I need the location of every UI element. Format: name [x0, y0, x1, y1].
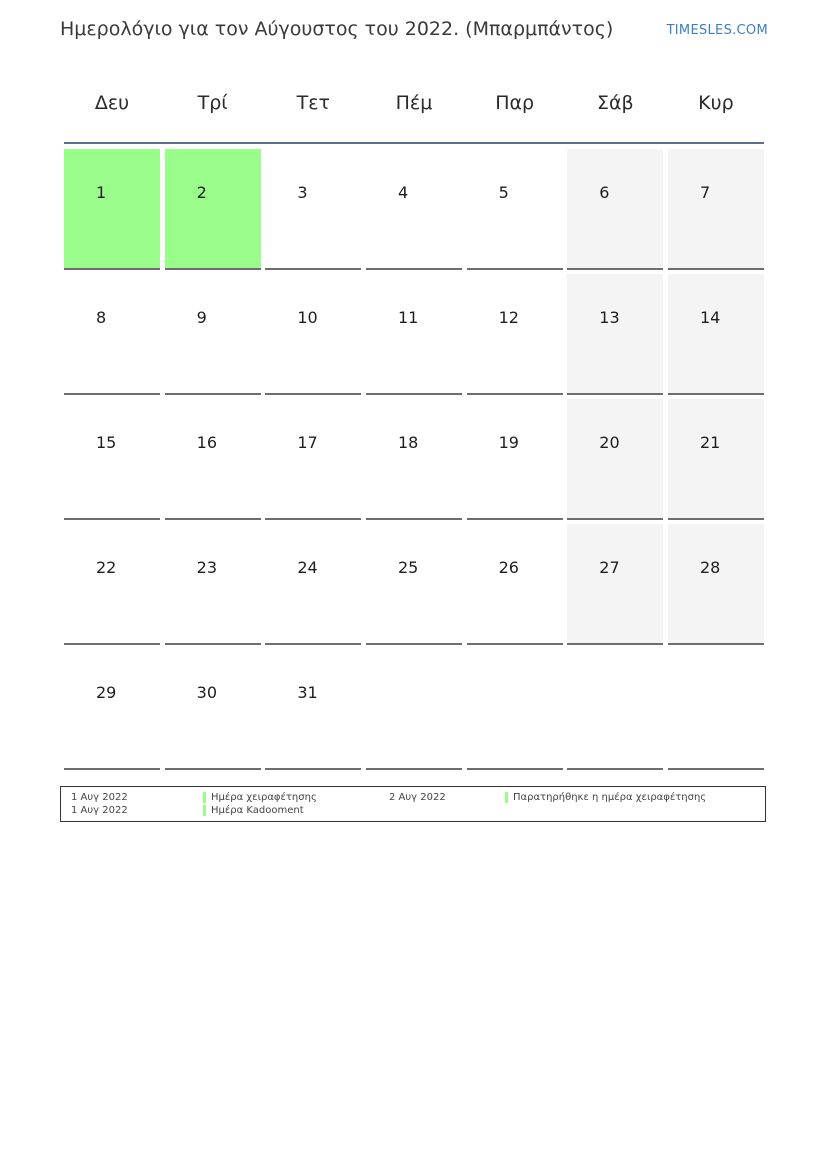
day-cell[interactable]	[567, 524, 663, 645]
day-number: 23	[196, 558, 218, 577]
legend-item	[389, 792, 759, 804]
day-number: 3	[297, 183, 308, 202]
day-number: 20	[599, 433, 620, 452]
day-cell[interactable]	[165, 524, 261, 645]
day-cell[interactable]	[165, 399, 261, 520]
weekday-label: Δευ	[94, 92, 130, 114]
day-cell[interactable]	[64, 149, 160, 270]
day-number: 29	[96, 683, 117, 702]
weekday-label: Σάβ	[596, 92, 634, 114]
day-number: 2	[196, 183, 207, 202]
day-number: 7	[699, 183, 711, 202]
weekday-label: Παρ	[495, 92, 535, 114]
day-number: 27	[599, 558, 620, 577]
day-cell[interactable]	[64, 274, 160, 395]
holiday-color-marker	[203, 792, 206, 803]
day-number: 4	[397, 183, 409, 202]
day-number: 17	[297, 433, 318, 452]
weekday-label: Κυρ	[698, 92, 734, 114]
legend-item	[71, 792, 371, 804]
day-number: 25	[397, 558, 419, 577]
day-number: 13	[599, 308, 620, 327]
legend-item	[71, 805, 371, 817]
empty-day-cell	[467, 649, 563, 770]
day-number: 24	[297, 558, 318, 577]
day-cell[interactable]	[567, 274, 663, 395]
day-cell[interactable]	[165, 649, 261, 770]
day-cell[interactable]	[567, 149, 663, 270]
holiday-color-marker	[505, 792, 508, 803]
day-number: 21	[699, 433, 721, 452]
empty-day-cell	[366, 649, 462, 770]
month-grid	[64, 149, 764, 770]
day-number: 10	[297, 308, 318, 327]
day-number: 15	[96, 433, 117, 452]
day-cell[interactable]	[265, 524, 361, 645]
holiday-color-marker	[203, 805, 206, 816]
day-number: 9	[196, 308, 207, 327]
day-cell[interactable]	[165, 274, 261, 395]
day-number: 6	[599, 183, 610, 202]
legend-date: 2 Αυγ 2022	[389, 792, 446, 803]
day-number: 1	[96, 183, 107, 202]
day-cell[interactable]	[668, 149, 764, 270]
weekday-header-row	[64, 60, 764, 144]
legend-holiday-name: Ημέρα Kadooment	[211, 805, 304, 816]
day-number: 5	[498, 183, 509, 202]
day-number: 22	[96, 558, 117, 577]
day-cell[interactable]	[567, 399, 663, 520]
site-link[interactable]: TIMESLES.COM	[666, 23, 768, 38]
day-cell[interactable]	[467, 524, 563, 645]
day-number: 19	[498, 433, 519, 452]
day-cell[interactable]	[668, 274, 764, 395]
calendar-header	[60, 18, 768, 48]
day-cell[interactable]	[265, 649, 361, 770]
day-number: 8	[96, 308, 107, 327]
weekday-label: Πέμ	[395, 92, 433, 114]
day-cell[interactable]	[467, 149, 563, 270]
day-number: 31	[297, 683, 318, 702]
day-cell[interactable]	[366, 399, 462, 520]
day-number: 12	[498, 308, 519, 327]
day-cell[interactable]	[366, 524, 462, 645]
day-number: 28	[699, 558, 721, 577]
day-cell[interactable]	[64, 649, 160, 770]
day-number: 14	[699, 308, 721, 327]
legend-holiday-name: Ημέρα χειραφέτησης	[211, 792, 317, 803]
day-cell[interactable]	[265, 274, 361, 395]
day-number: 18	[397, 433, 419, 452]
day-cell[interactable]	[165, 149, 261, 270]
day-cell[interactable]	[366, 274, 462, 395]
weekday-label: Τρί	[197, 92, 228, 114]
day-cell[interactable]	[64, 399, 160, 520]
legend-holiday-name: Παρατηρήθηκε η ημέρα χειραφέτησης	[513, 792, 707, 803]
day-cell[interactable]	[467, 399, 563, 520]
day-number: 16	[196, 433, 218, 452]
day-cell[interactable]	[265, 149, 361, 270]
day-number: 11	[397, 308, 419, 327]
day-number: 30	[196, 683, 218, 702]
empty-day-cell	[668, 649, 764, 770]
legend-date: 1 Αυγ 2022	[71, 792, 128, 803]
day-number: 26	[498, 558, 519, 577]
day-cell[interactable]	[467, 274, 563, 395]
day-cell[interactable]	[668, 524, 764, 645]
day-cell[interactable]	[265, 399, 361, 520]
holiday-legend	[60, 786, 766, 822]
page-title: Ημερολόγιο για τον Αύγουστος του 2022. (Μπαρμπάντος)	[60, 18, 614, 40]
day-cell[interactable]	[668, 399, 764, 520]
weekday-label: Τετ	[296, 92, 330, 114]
empty-day-cell	[567, 649, 663, 770]
day-cell[interactable]	[64, 524, 160, 645]
day-cell[interactable]	[366, 149, 462, 270]
legend-date: 1 Αυγ 2022	[71, 805, 128, 816]
